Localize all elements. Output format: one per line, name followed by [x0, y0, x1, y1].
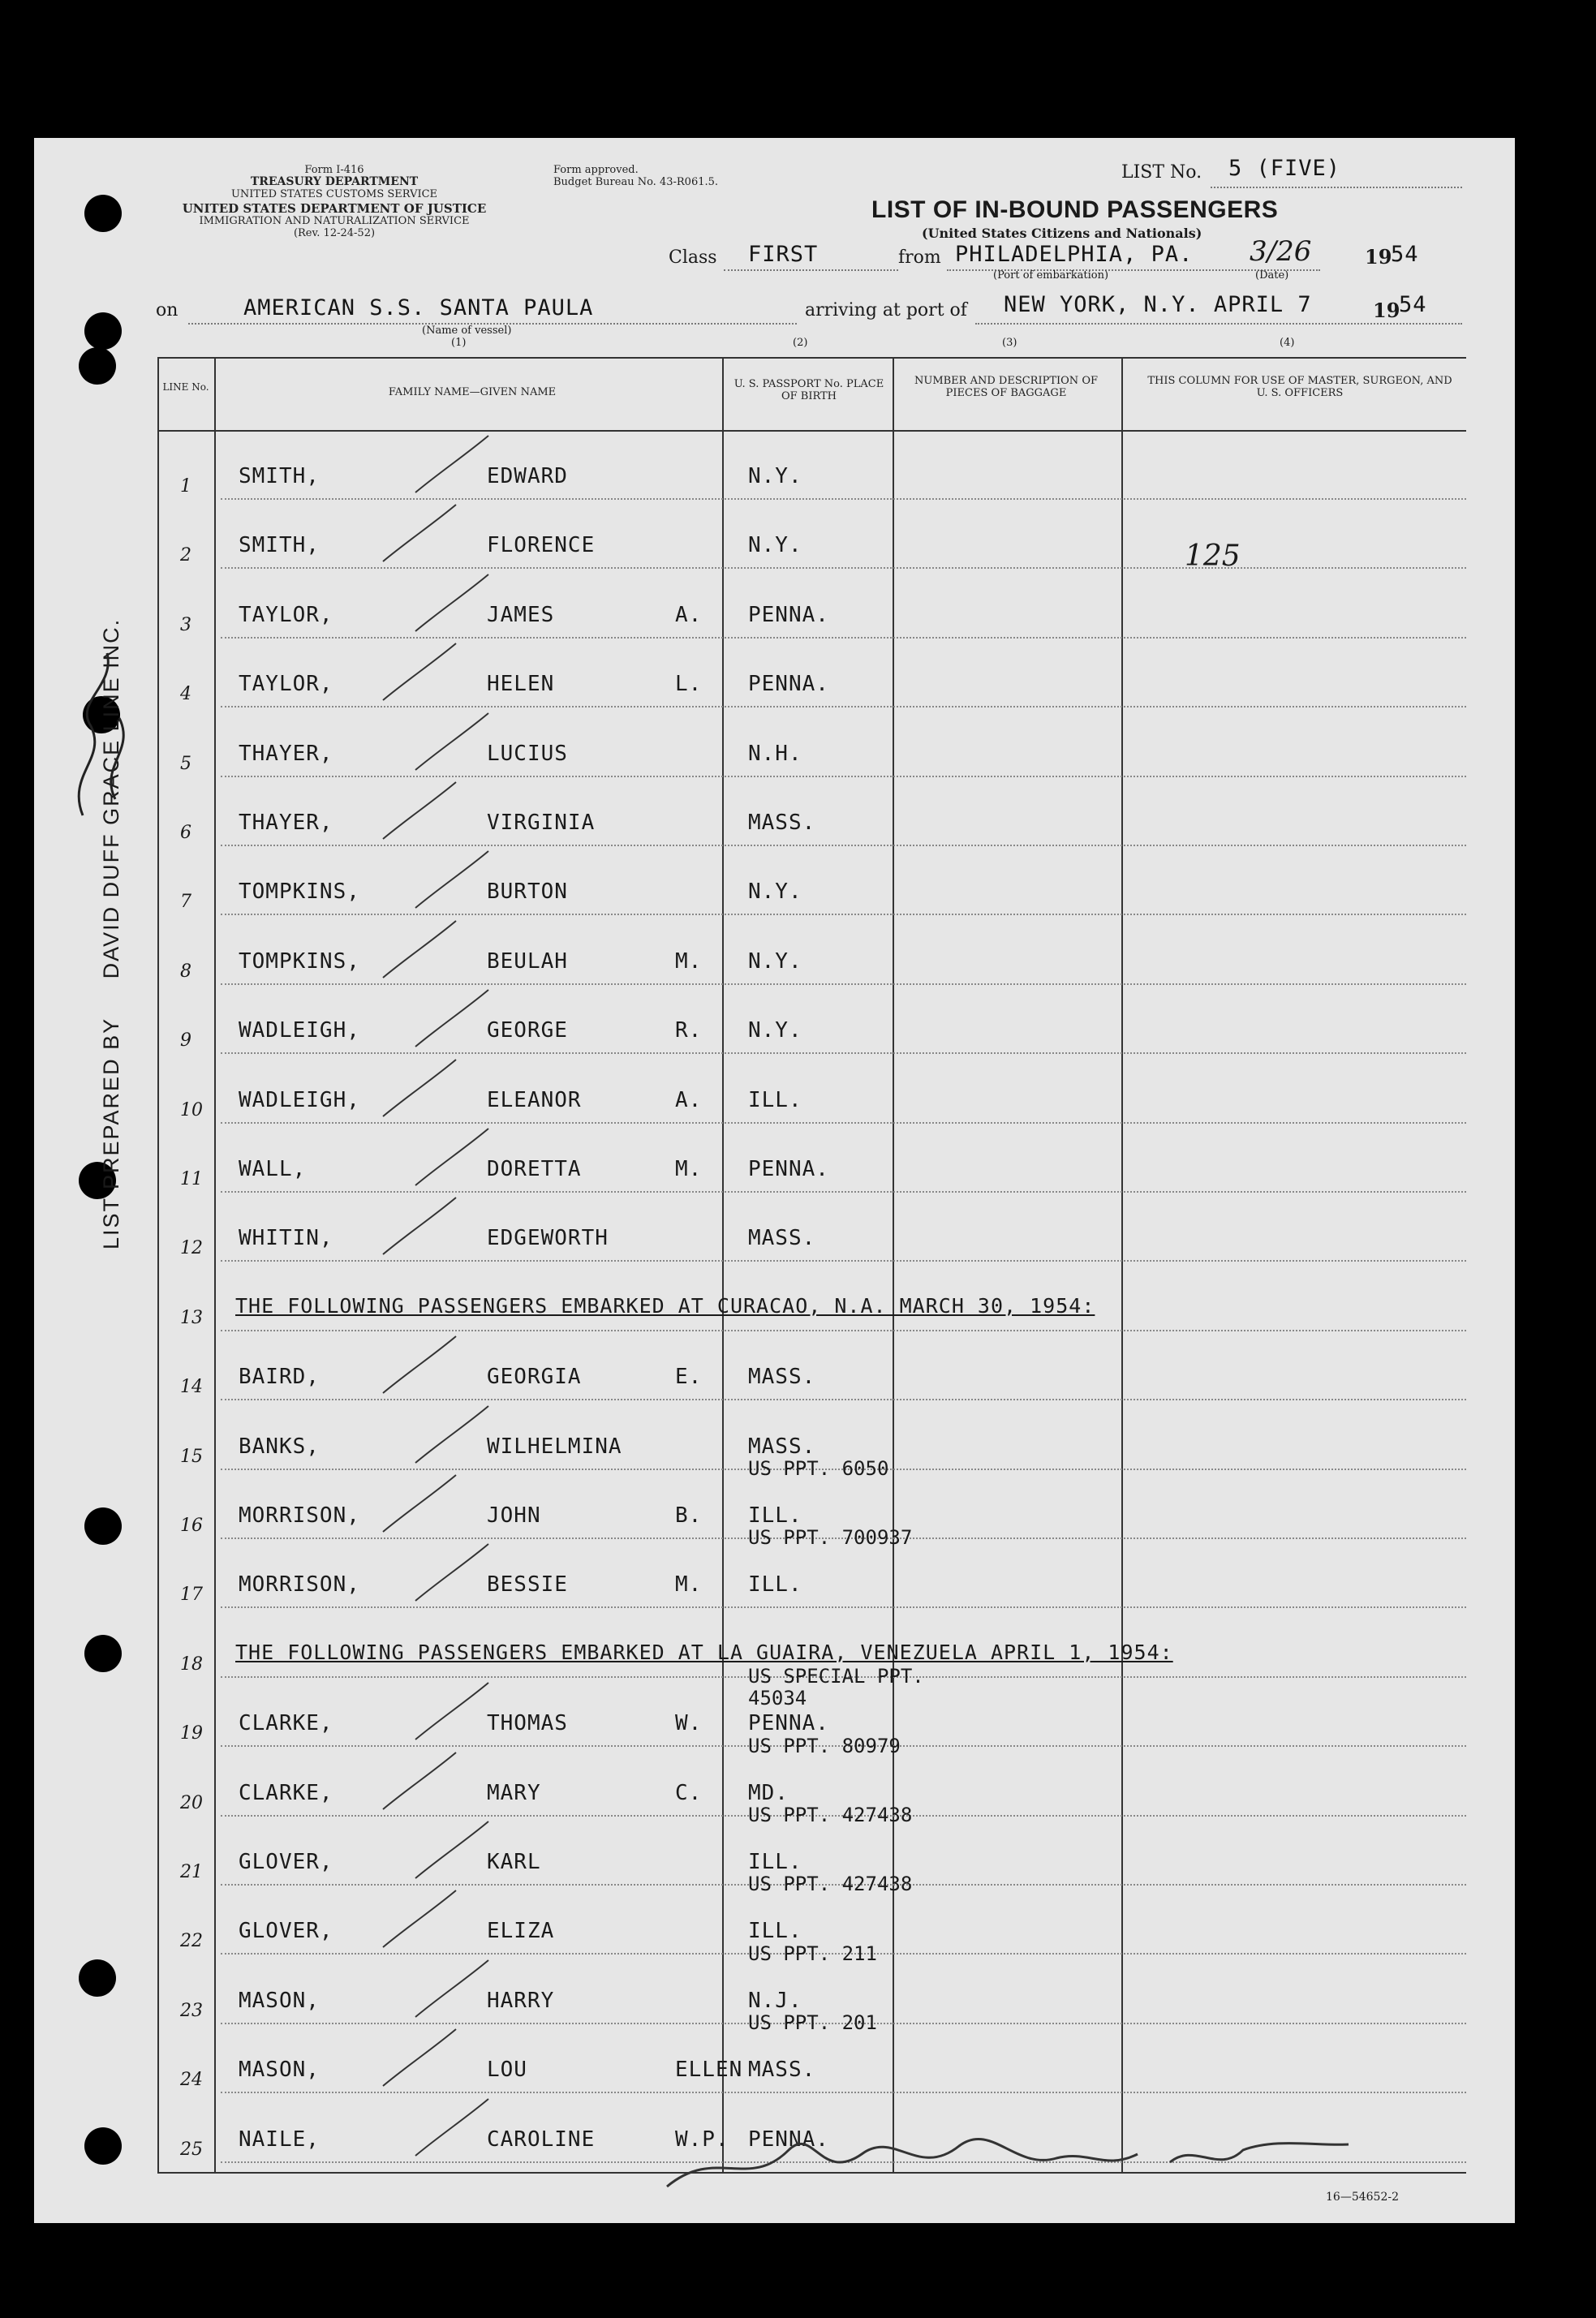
arrival-year-prefix: 19 [1373, 299, 1400, 322]
approval-block [553, 164, 748, 188]
check-mark [407, 432, 505, 497]
from-value: PHILADELPHIA, PA. [955, 242, 1194, 267]
place-of-birth: N.Y. [748, 948, 802, 974]
place-of-birth: N.Y. [748, 879, 802, 905]
passport-number: US SPECIAL PPT. 45034 [748, 1665, 924, 1710]
list-no-value: 5 (FIVE) [1228, 156, 1341, 181]
vessel-value: AMERICAN S.S. SANTA PAULA [243, 295, 594, 320]
check-mark [407, 1125, 505, 1189]
passenger-row [34, 786, 1515, 855]
line-number: 13 [180, 1307, 203, 1328]
on-label: on [156, 300, 179, 320]
line-number: 6 [180, 823, 191, 843]
place-of-birth: ILL. [748, 1850, 802, 1874]
family-name: WADLEIGH, [239, 1018, 360, 1043]
middle-initial: L. [675, 672, 703, 697]
middle-initial: B. [675, 1503, 703, 1528]
embarkation-note: THE FOLLOWING PASSENGERS EMBARKED AT CURACAO, N.A. MARCH 30, 1954: [235, 1293, 1095, 1318]
footer-code: 16—54652-2 [1326, 2191, 1399, 2204]
row-dotted-line [221, 914, 1466, 915]
note-row [34, 1271, 1515, 1340]
place-of-birth: ILL. [748, 1572, 802, 1598]
punch-hole [79, 347, 116, 385]
given-name: BESSIE [487, 1572, 568, 1598]
row-dotted-line [221, 498, 1466, 500]
line-number: 25 [180, 2139, 203, 2160]
line-number: 9 [180, 1030, 191, 1051]
row-dotted-line [221, 776, 1466, 777]
place-of-birth: PENNA. [748, 2127, 829, 2152]
rev-label: (Rev. 12-24-52) [293, 227, 376, 239]
line-number: 19 [180, 1723, 203, 1744]
middle-initial: M. [675, 1157, 703, 1181]
place-of-birth: MASS. [748, 811, 816, 835]
class-value: FIRST [748, 242, 819, 267]
row-dotted-line [221, 1606, 1466, 1608]
customs-label: UNITED STATES CUSTOMS SERVICE [230, 188, 438, 200]
row-dotted-line [221, 1330, 1466, 1331]
line-number: 24 [180, 2070, 203, 2091]
dotted-line [724, 269, 898, 271]
line-number: 16 [180, 1516, 203, 1536]
line-number: 11 [180, 1169, 203, 1189]
justice-block [156, 203, 513, 239]
middle-initial: C. [675, 1780, 703, 1805]
given-name: FLORENCE [487, 533, 596, 558]
passenger-row [34, 2011, 1515, 2102]
place-of-birth: PENNA. [748, 672, 829, 697]
family-name: TOMPKINS, [239, 879, 360, 905]
check-mark [375, 1056, 472, 1120]
form-sheet [34, 138, 1515, 2223]
middle-initial: A. [675, 602, 703, 627]
place-of-birth: MASS. [748, 1226, 816, 1251]
place-of-birth: MASS. [748, 2058, 816, 2083]
given-name: DORETTA [487, 1157, 582, 1181]
place-of-birth: PENNA. [748, 602, 829, 627]
embarkation-note: THE FOLLOWING PASSENGERS EMBARKED AT LA GUAIRA, VENEZUELA APRIL 1, 1954: [235, 1640, 1173, 1664]
place-of-birth: MD. [748, 1780, 789, 1805]
row-dotted-line [221, 637, 1466, 639]
given-name: HARRY [487, 1988, 555, 2013]
check-mark [375, 1332, 472, 1397]
col3-number: (3) [1002, 337, 1017, 349]
col-header-name: FAMILY NAME—GIVEN NAME [388, 386, 557, 398]
place-of-birth: MASS. [748, 1434, 816, 1459]
place-of-birth: N.Y. [748, 1018, 802, 1043]
family-name: TAYLOR, [239, 602, 333, 627]
given-name: LUCIUS [487, 741, 568, 766]
given-name: ELIZA [487, 1919, 555, 1944]
row-dotted-line [221, 1122, 1466, 1124]
form-id: Form I-416 [304, 164, 364, 176]
given-name: JAMES [487, 602, 555, 627]
check-mark [407, 1402, 505, 1467]
family-name: BANKS, [239, 1434, 320, 1459]
row-dotted-line [221, 1052, 1466, 1054]
passenger-row [34, 440, 1515, 509]
family-name: MORRISON, [239, 1503, 360, 1528]
line-number: 17 [180, 1585, 203, 1606]
given-name: HELEN [487, 672, 555, 697]
prepared-by-label: LIST PREPARED BY [99, 1017, 123, 1249]
family-name: WHITIN, [239, 1226, 333, 1251]
form-title: LIST OF IN-BOUND PASSENGERS [871, 196, 1279, 223]
check-mark [375, 778, 472, 843]
row-dotted-line [221, 845, 1466, 846]
col1-number: (1) [451, 337, 467, 349]
line-number: 12 [180, 1238, 203, 1259]
place-of-birth: PENNA. [748, 1157, 829, 1181]
arrival-year: 54 [1399, 292, 1427, 317]
dotted-line [975, 323, 1462, 325]
list-no-label: LIST No. [1121, 162, 1202, 183]
family-name: THAYER, [239, 811, 333, 835]
middle-initial: ELLEN [675, 2058, 743, 2083]
preparer-signature [58, 637, 148, 824]
family-name: TAYLOR, [239, 672, 333, 697]
given-name: VIRGINIA [487, 811, 596, 835]
place-of-birth: PENNA. [748, 1711, 829, 1736]
place-of-birth: MASS. [748, 1365, 816, 1390]
dotted-line [1211, 187, 1462, 188]
passenger-row [34, 925, 1515, 994]
middle-initial: M. [675, 948, 703, 974]
line-number: 21 [180, 1862, 203, 1882]
from-label: from [898, 247, 941, 268]
row-dotted-line [221, 983, 1466, 985]
check-mark [375, 1886, 472, 1951]
arrival-value: NEW YORK, N.Y. APRIL 7 [1004, 292, 1312, 317]
treasury-label: TREASURY DEPARTMENT [250, 175, 419, 188]
check-mark [407, 986, 505, 1051]
table-top-rule [157, 357, 1466, 359]
class-label: Class [669, 247, 717, 268]
col-header-line-no: LINE No. [162, 381, 209, 393]
middle-initial: W.P. [675, 2127, 729, 2152]
budget-label: Budget Bureau No. 43-R061.5. [553, 176, 719, 188]
family-name: NAILE, [239, 2127, 320, 2152]
passport-number: US PPT. 6050 [748, 1457, 889, 1480]
line-number: 18 [180, 1654, 203, 1675]
family-name: CLARKE, [239, 1780, 333, 1805]
given-name: GEORGIA [487, 1365, 582, 1390]
line-number: 15 [180, 1446, 203, 1467]
check-mark [407, 1540, 505, 1605]
passenger-row [34, 1340, 1515, 1409]
check-mark [375, 1193, 472, 1258]
company-label: DAVID DUFF GRACE LINE INC. [99, 617, 123, 979]
line-number: 23 [180, 2000, 203, 2021]
col-header-baggage: NUMBER AND DESCRIPTION OF PIECES OF BAGGAGE [914, 375, 1098, 399]
given-name: LOU [487, 2058, 527, 2083]
punch-hole [84, 195, 122, 232]
check-mark [407, 847, 505, 912]
form-subtitle: (United States Citizens and Nationals) [922, 226, 1202, 241]
passenger-row [34, 1133, 1515, 1202]
check-mark [375, 501, 472, 566]
given-name: GEORGE [487, 1018, 568, 1043]
col-header-officers: THIS COLUMN FOR USE OF MASTER, SURGEON, AND U. S. OFFICERS [1147, 375, 1452, 399]
line-number: 20 [180, 1792, 203, 1813]
middle-initial: A. [675, 1087, 703, 1112]
check-mark [407, 1817, 505, 1882]
table-header-rule [157, 430, 1466, 432]
ins-label: IMMIGRATION AND NATURALIZATION SERVICE [199, 215, 470, 227]
given-name: JOHN [487, 1503, 541, 1528]
line-number: 10 [180, 1099, 203, 1120]
row-dotted-line [221, 2092, 1466, 2093]
given-name: MARY [487, 1780, 541, 1805]
passenger-row [34, 647, 1515, 716]
given-name: CAROLINE [487, 2127, 596, 2152]
line-number: 8 [180, 961, 191, 982]
line-number: 22 [180, 1931, 203, 1952]
family-name: SMITH, [239, 533, 320, 558]
family-name: TOMPKINS, [239, 948, 360, 974]
middle-initial: E. [675, 1365, 703, 1390]
line-number: 7 [180, 892, 191, 913]
place-of-birth: N.H. [748, 741, 802, 766]
given-name: EDGEWORTH [487, 1226, 609, 1251]
col-header-passport: U. S. PASSPORT No. PLACE OF BIRTH [733, 378, 884, 402]
year-value: 54 [1391, 242, 1419, 267]
place-of-birth: N.Y. [748, 464, 802, 488]
arriving-label: arriving at port of [805, 300, 967, 320]
family-name: GLOVER, [239, 1850, 333, 1874]
passport-number: US PPT. 201 [748, 2011, 877, 2035]
passport-number: US PPT. 80979 [748, 1734, 901, 1757]
check-mark [407, 1956, 505, 2021]
given-name: EDWARD [487, 464, 568, 488]
check-mark [375, 1748, 472, 1813]
punch-hole [84, 312, 122, 350]
col2-number: (2) [793, 337, 808, 349]
line-number: 5 [180, 753, 191, 774]
given-name: WILHELMINA [487, 1434, 622, 1459]
middle-initial: W. [675, 1711, 703, 1736]
family-name: GLOVER, [239, 1919, 333, 1944]
check-mark [375, 1471, 472, 1536]
place-of-birth: N.Y. [748, 533, 802, 558]
passport-number: US PPT. 700937 [748, 1526, 913, 1550]
passenger-row [34, 509, 1515, 578]
passenger-row [34, 578, 1515, 647]
passenger-row [34, 855, 1515, 924]
given-name: BURTON [487, 879, 568, 905]
row-dotted-line [221, 1260, 1466, 1262]
passport-number: US PPT. 427438 [748, 1873, 913, 1896]
row-dotted-line [221, 567, 1466, 569]
passenger-row [34, 1064, 1515, 1133]
family-name: MASON, [239, 2058, 320, 2083]
port-caption: (Port of embarkation) [993, 269, 1109, 282]
place-of-birth: ILL. [748, 1503, 802, 1528]
check-mark [375, 639, 472, 704]
passport-number: US PPT. 427438 [748, 1804, 913, 1826]
given-name: BEULAH [487, 948, 568, 974]
row-dotted-line [221, 706, 1466, 707]
place-of-birth: N.J. [748, 1988, 802, 2013]
given-name: KARL [487, 1850, 541, 1874]
family-name: WADLEIGH, [239, 1087, 360, 1112]
given-name: THOMAS [487, 1711, 568, 1736]
given-name: ELEANOR [487, 1087, 582, 1112]
family-name: BAIRD, [239, 1365, 320, 1390]
passport-number: US PPT. 211 [748, 1942, 877, 1965]
officer-signature [651, 2114, 1381, 2203]
line-number: 2 [180, 545, 191, 566]
family-name: WALL, [239, 1157, 307, 1181]
check-mark [407, 570, 505, 635]
passenger-row [34, 1202, 1515, 1271]
family-name: CLARKE, [239, 1711, 333, 1736]
middle-initial: R. [675, 1018, 703, 1043]
col4-number: (4) [1280, 337, 1295, 349]
passenger-row [34, 994, 1515, 1063]
middle-initial: M. [675, 1572, 703, 1598]
line-number: 3 [180, 614, 191, 635]
family-name: MORRISON, [239, 1572, 360, 1598]
place-of-birth: ILL. [748, 1919, 802, 1944]
vessel-caption: (Name of vessel) [422, 325, 512, 337]
row-dotted-line [221, 1191, 1466, 1193]
check-mark [375, 2025, 472, 2090]
line-number: 4 [180, 684, 191, 705]
row-dotted-line [221, 1399, 1466, 1400]
family-name: MASON, [239, 1988, 320, 2013]
line-number: 14 [180, 1377, 203, 1398]
check-mark [407, 709, 505, 774]
family-name: SMITH, [239, 464, 320, 488]
year-prefix: 19 [1365, 245, 1392, 269]
date-value: 3/26 [1250, 235, 1312, 268]
agency-block [213, 164, 456, 200]
family-name: THAYER, [239, 741, 333, 766]
passenger-row [34, 717, 1515, 786]
justice-label: UNITED STATES DEPARTMENT OF JUSTICE [182, 201, 487, 216]
line-number: 1 [180, 476, 191, 497]
officer-mark: 125 [1185, 540, 1241, 573]
place-of-birth: ILL. [748, 1087, 802, 1112]
date-caption: (Date) [1255, 269, 1289, 282]
check-mark [407, 2095, 505, 2160]
check-mark [407, 1679, 505, 1744]
approved-label: Form approved. [553, 164, 639, 176]
check-mark [375, 917, 472, 982]
